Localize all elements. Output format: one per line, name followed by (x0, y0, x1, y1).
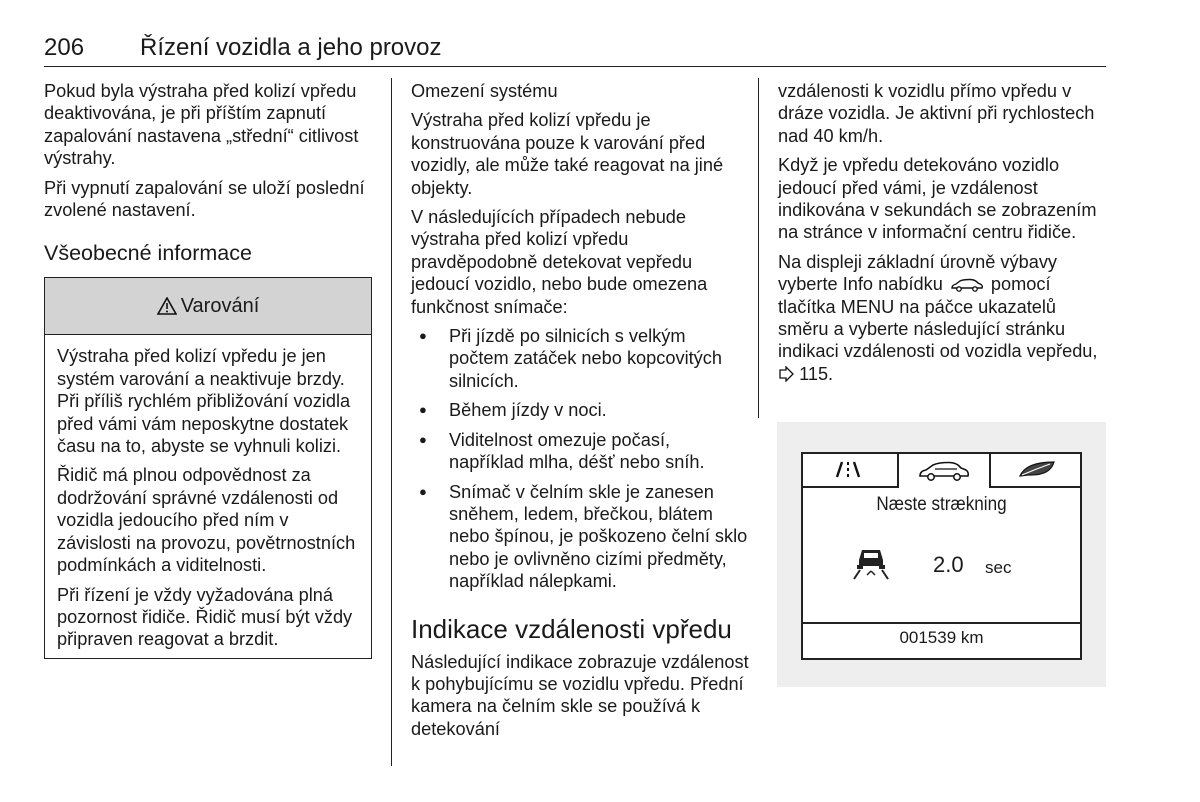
text-run: pomocí tlačítka (778, 274, 1051, 317)
section-heading: Indikace vzdálenosti vpředu (411, 613, 732, 644)
text-run: Na displeji základní úrovně výbavy vyberte (778, 251, 1058, 295)
reference-arrow-icon (778, 366, 794, 382)
paragraph: Pokud byla výstraha před kolizí vpředu deaktivována, je při příštím zapnutí zapalování nastavena „střední“ citlivost výstrahy. (44, 81, 359, 169)
column-left (44, 80, 374, 659)
list-item: ● Při jízdě po silnicích s velkým počtem zatáček nebo kopcovitých silnicích. (411, 325, 749, 392)
paragraph: V následujících případech nebude výstraha před kolizí vpředu pravděpodobně detekovat vepředu jedoucí vozidlo, nebo bude omezena funkčnost snímače: (411, 207, 708, 317)
section-heading: Všeobecné informace (44, 241, 252, 266)
paragraph: Výstraha před kolizí vpředu je konstruována pouze k varování před vozidly, ale může také reagovat na jiné objekty. (411, 110, 724, 198)
paragraph: Když je vpředu detekováno vozidlo jedoucí před vámi, je vzdálenost indikována v sekundách se zobrazením na stránce v informační centru řidiče. (778, 155, 1097, 243)
menu-label: MENU (840, 296, 895, 317)
warning-title: Varování (180, 295, 260, 318)
car-icon (917, 460, 971, 482)
vehicle-ahead-icon (851, 546, 891, 585)
paragraph: Následující indikace zobrazuje vzdálenost k pohybujícímu se vozidlu vpředu. Přední kamera na čelním skle se používá k detekování (411, 651, 749, 739)
page-number: 206 (44, 34, 85, 61)
bullet-list (411, 325, 749, 592)
chapter-title: Řízení vozidla a jeho provoz (140, 34, 442, 61)
column-divider (391, 78, 392, 766)
info-label: Info (842, 274, 874, 295)
distance-value: 2.0 (933, 552, 964, 577)
list-item: ● Viditelnost omezuje počasí, například mlha, déšť nebo sníh. (411, 429, 749, 474)
paragraph: Při řízení je vždy vyžadována plná pozornost řidiče. Řidič musí být vždy připraven reagovat a brzdit. (57, 584, 353, 650)
lane-icon (828, 459, 868, 479)
display-title: Næste strækning (876, 494, 1007, 515)
warning-box (44, 277, 372, 658)
text-run: na páčce ukazatelů směru a vyberte následující stránku indikaci vzdálenosti od vozidla vepředu, (778, 296, 1098, 362)
list-item: ● Během jízdy v noci. (411, 399, 749, 421)
tab-eco (1003, 454, 1073, 484)
driver-info-display (801, 452, 1082, 660)
leaf-icon (1016, 459, 1060, 479)
column-right (778, 80, 1108, 392)
column-middle (411, 80, 749, 747)
paragraph: vzdálenosti k vozidlu přímo vpředu v dráze vozidla. Je aktivní při rychlostech nad 40 km/h. (778, 81, 1095, 146)
page-reference: 115. (799, 363, 834, 384)
text-run: nabídku (873, 274, 948, 295)
page-header (44, 34, 1106, 67)
divider (803, 622, 1080, 624)
column-divider (758, 78, 759, 418)
distance-unit: sec (985, 558, 1012, 577)
warning-triangle-icon (157, 297, 177, 315)
warning-header (45, 278, 371, 335)
paragraph: Při vypnutí zapalování se uloží poslední zvolené nastavení. (44, 177, 365, 221)
display-tabs (803, 454, 1080, 488)
tab-vehicle (897, 452, 991, 488)
odometer: 001539 km (899, 628, 984, 647)
paragraph: Řidič má plnou odpovědnost za dodržování správné vzdálenosti od vozidla jedoucího před ním v závislosti na provozu, povětrnostních podmínkách a viditelnosti. (57, 465, 356, 576)
tab-lane (813, 454, 883, 484)
paragraph: Výstraha před kolizí vpředu je jen systém varování a neaktivuje brzdy. Při příliš rychlém přibližování vozidla před vámi vám neposkytne dostatek času na to, abyste se vyhnuli kolizi. (57, 346, 351, 457)
display-illustration (777, 422, 1106, 687)
paragraph (778, 251, 1108, 385)
list-item: ● Snímač v čelním skle je zanesen sněhem, ledem, břečkou, blátem nebo špínou, je poškozeno čelní sklo nebo je ovlivněno cizími předměty, například nálepkami. (411, 481, 749, 593)
car-icon (950, 278, 984, 292)
subheading: Omezení systému (411, 81, 558, 101)
